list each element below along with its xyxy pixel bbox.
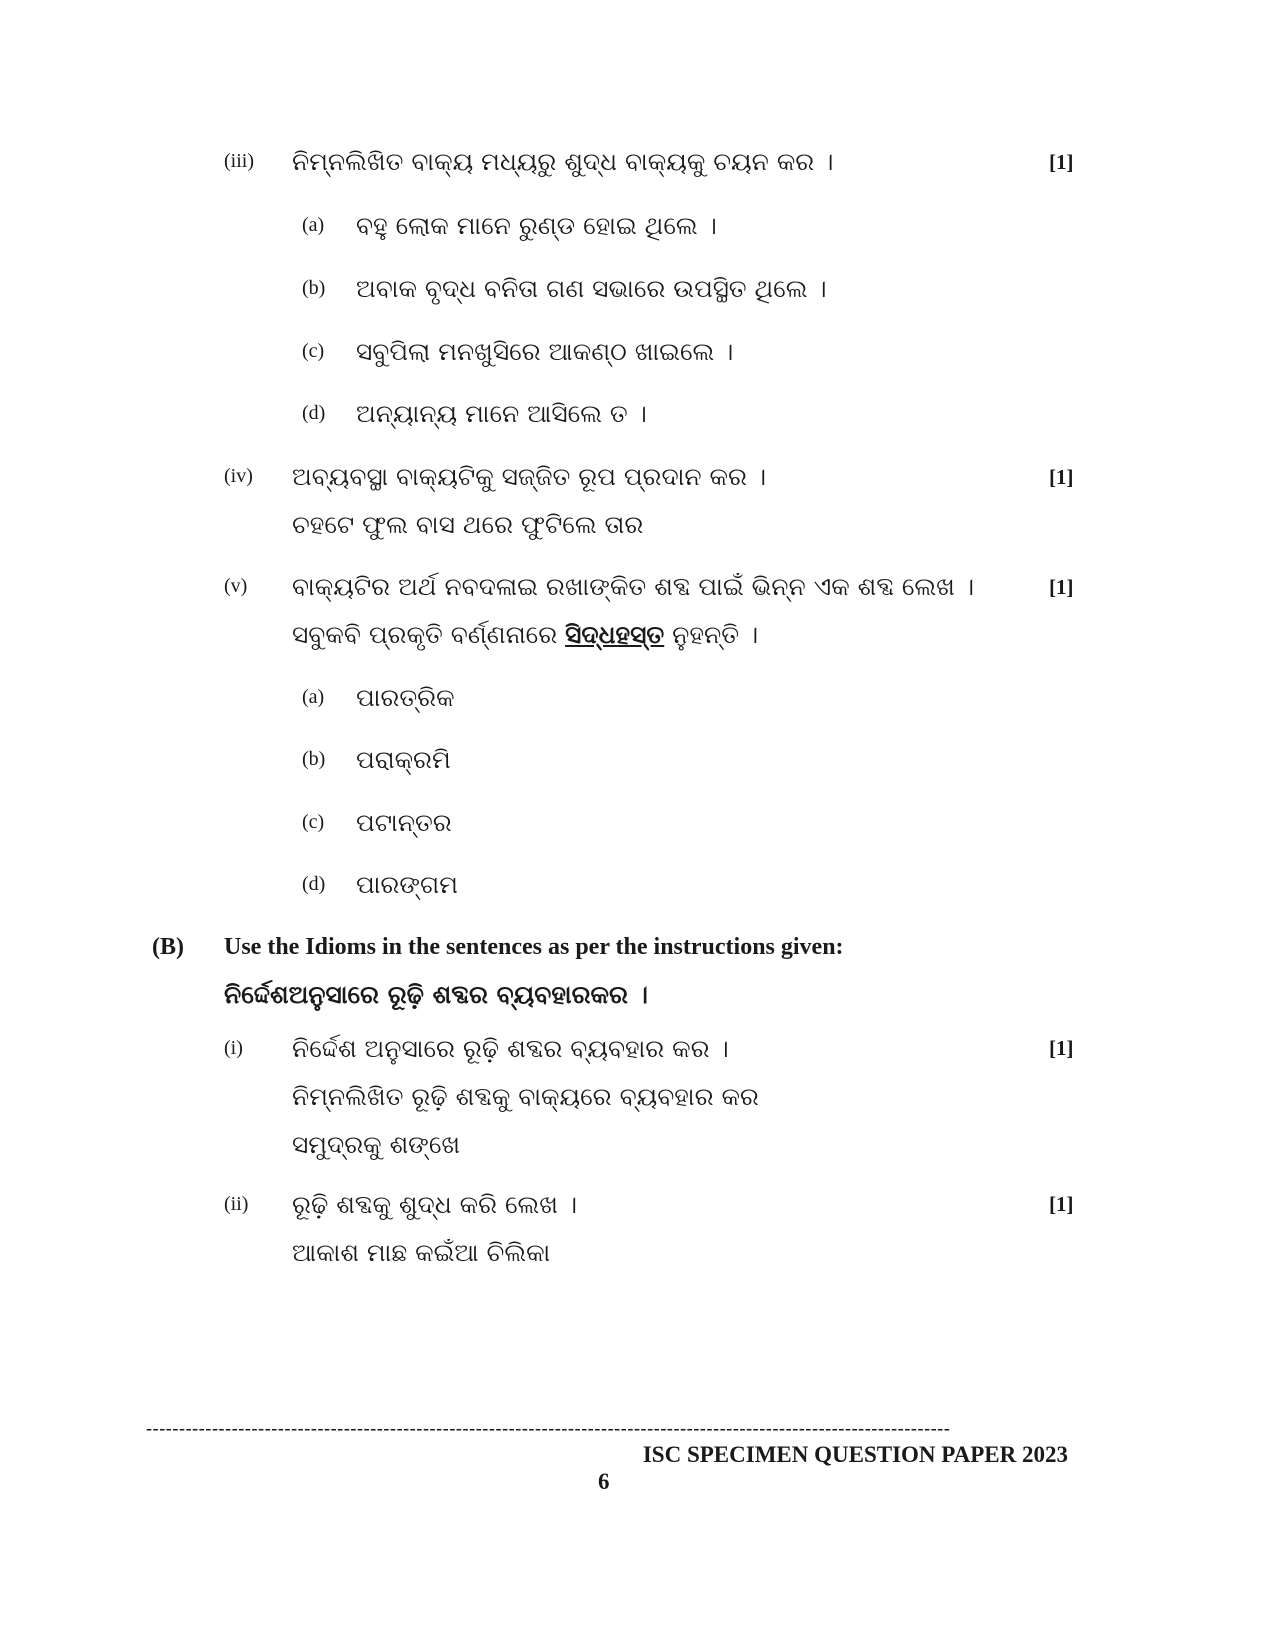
option-text: ପଟାନ୍ତର xyxy=(356,808,452,837)
marks-label: [1] xyxy=(1049,1192,1074,1216)
question-text: ନିର୍ଦ୍ଦେଶ ଅନୁସାରେ ରୂଢ଼ି ଶବ୍ଦର ବ୍ୟବହାର କର । xyxy=(292,1034,729,1063)
page-number: 6 xyxy=(598,1469,610,1494)
option-label: (d) xyxy=(302,873,326,895)
sentence-prefix: ସବୁକବି ପ୍ରକୃତି ବର୍ଣ୍ଣନାରେ xyxy=(292,620,566,649)
option-text: ପାରଙ୍ଗମ xyxy=(356,870,458,899)
option-label: (a) xyxy=(302,214,325,236)
marks-label: [1] xyxy=(1049,1036,1074,1060)
question-text: ରୂଢ଼ି ଶବ୍ଦକୁ ଶୁଦ୍ଧ କରି ଲେଖ । xyxy=(292,1190,578,1219)
footer-title: ISC SPECIMEN QUESTION PAPER 2023 xyxy=(642,1442,1068,1467)
idiom-text: ସମୁଦ୍ରକୁ ଶଙ୍ଖେ xyxy=(292,1130,461,1159)
option-text: ସବୁପିଲା ମନଖୁସିରେ ଆକଣ୍ଠ ଖାଇଲେ । xyxy=(356,337,734,366)
option-label: (b) xyxy=(302,277,326,299)
question-sentence: ଚହଟେ ଫୁଲ ବାସ ଥରେ ଫୁଟିଲେ ତାର xyxy=(292,510,644,539)
option-label: (c) xyxy=(302,811,325,833)
idiom-text: ଆକାଶ ମାଛ କଇଁଆ ଚିଲିକା xyxy=(292,1238,551,1267)
option-text: ବହୁ ଲୋକ ମାନେ ରୁଣ୍ଡ ହୋଇ ଥିଲେ । xyxy=(356,211,717,240)
marks-label: [1] xyxy=(1049,150,1074,174)
question-sentence xyxy=(292,620,758,650)
option-label: (c) xyxy=(302,340,325,362)
question-number: (i) xyxy=(224,1037,243,1059)
question-instruction: ନିମ୍ନଲିଖିତ ରୂଢ଼ି ଶବ୍ଦକୁ ବାକ୍ୟରେ ବ୍ୟବହାର କର xyxy=(292,1082,759,1111)
option-text: ଅବାକ ବୃଦ୍ଧ ବନିତା ଗଣ ସଭାରେ ଉପସ୍ଥିତ ଥିଲେ । xyxy=(356,274,827,303)
section-heading: Use the Idioms in the sentences as per the instructions given: xyxy=(224,934,844,960)
footer-divider: -------------------------------------------------------------------------------------------------------------------------- xyxy=(146,1418,951,1438)
option-label: (d) xyxy=(302,402,326,424)
section-label: (B) xyxy=(152,934,184,960)
question-text: ନିମ୍ନଲିଖିତ ବାକ୍ୟ ମଧ୍ୟରୁ ଶୁଦ୍ଧ ବାକ୍ୟକୁ ଚୟନ କର । xyxy=(292,147,834,176)
marks-label: [1] xyxy=(1049,575,1074,599)
option-text: ପାରତ୍ରିକ xyxy=(356,683,455,712)
option-text: ଅନ୍ୟାନ୍ୟ ମାନେ ଆସିଲେ ତ । xyxy=(356,399,647,428)
option-text: ପରାକ୍ରମି xyxy=(356,745,451,774)
marks-label: [1] xyxy=(1049,465,1074,489)
question-number: (iv) xyxy=(224,465,253,487)
question-number: (iii) xyxy=(224,150,254,172)
option-label: (b) xyxy=(302,748,326,770)
question-number: (ii) xyxy=(224,1193,249,1215)
sentence-suffix: ନୁହନ୍ତି । xyxy=(664,620,759,649)
question-text: ବାକ୍ୟଟିର ଅର୍ଥ ନବଦଳାଇ ରଖାଙ୍କିତ ଶବ୍ଦ ପାଇଁ ଭିନ୍ନ ଏକ ଶବ୍ଦ ଲେଖ । xyxy=(292,572,975,601)
option-label: (a) xyxy=(302,686,325,708)
underlined-word: ସିଦ୍ଧହସ୍ତ xyxy=(565,620,665,649)
section-heading-odia: ନିର୍ଦ୍ଦେଶଅନୁସାରେ ରୂଢ଼ି ଶବ୍ଦର ବ୍ୟବହାରକର । xyxy=(224,980,648,1009)
question-text: ଅବ୍ୟବସ୍ଥା ବାକ୍ୟଟିକୁ ସଜ୍ଜିତ ରୂପ ପ୍ରଦାନ କର । xyxy=(292,462,767,491)
question-number: (v) xyxy=(224,575,248,597)
